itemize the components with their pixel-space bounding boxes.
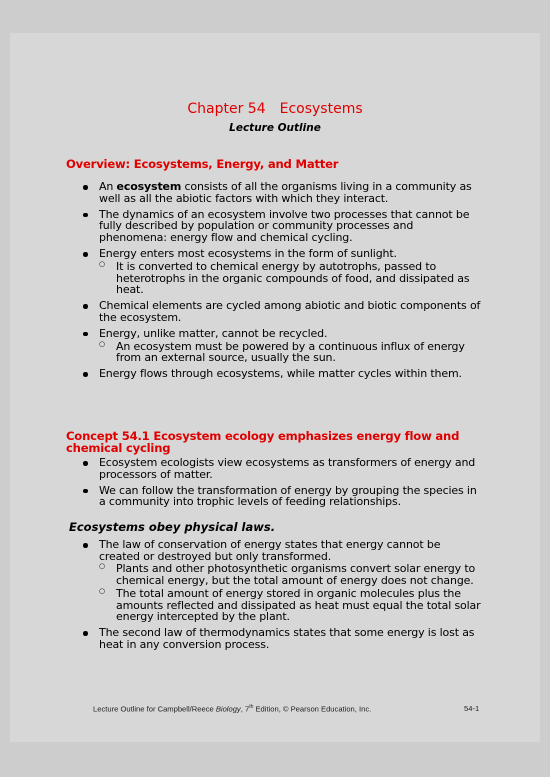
sub-list-item: ○ It is converted to chemical energy by autotrophs, passed to heterotrophs in the organic compounds of food, and dissipated as heat. [99, 261, 482, 296]
physical-laws-bullets [10, 539, 540, 655]
lecture-outline-subtitle: Lecture Outline [229, 122, 321, 134]
sub-list-item: ○ Plants and other photosynthetic organisms convert solar energy to chemical energy, but the total amount of energy does not change. [99, 563, 482, 586]
section-heading-concept-54-1: Concept 54.1 Ecosystem ecology emphasizes energy flow and chemical cycling [66, 429, 460, 455]
list-item: The dynamics of an ecosystem involve two processes that cannot be fully described by population or community processes and phenomena: energy flow and chemical cycling. [10, 209, 540, 244]
list-item: The law of conservation of energy states that energy cannot be created or destroyed but only transformed. ○ Plants and other photosynthetic organisms convert solar energy to chemical energy, but the total amount of energy does not change. ○ The total amount of energy stored in organic molecules plus the amounts reflected and dissipated as heat must equal the total solar energy intercepted by the plant. [10, 539, 540, 623]
sub-list-item: ○ An ecosystem must be powered by a continuous influx of energy from an external source, usually the sun. [99, 341, 482, 364]
overview-bullets [10, 181, 540, 384]
sub-list-item: ○ The total amount of energy stored in organic molecules plus the amounts reflected and dissipated as heat must equal the total solar energy intercepted by the plant. [99, 588, 482, 623]
chapter-name: Ecosystems [279, 101, 363, 117]
concept-bullets [10, 457, 540, 512]
list-item: Chemical elements are cycled among abiotic and biotic components of the ecosystem. [10, 300, 540, 323]
section-heading-overview: Overview: Ecosystems, Energy, and Matter [66, 157, 339, 171]
list-item: Energy, unlike matter, cannot be recycled. ○ An ecosystem must be powered by a continuous influx of energy from an external source, usually the sun. [10, 328, 540, 364]
list-item: Ecosystem ecologists view ecosystems as transformers of energy and processors of matter. [10, 457, 540, 480]
chapter-number: Chapter 54 [187, 101, 266, 117]
list-item: Energy flows through ecosystems, while matter cycles within them. [10, 368, 540, 380]
chapter-title [10, 101, 540, 117]
list-item: Energy enters most ecosystems in the form of sunlight. ○ It is converted to chemical energy by autotrophs, passed to heterotrophs in the organic compounds of food, and dissipated as heat. [10, 248, 540, 296]
page-number: 54-1 [464, 704, 480, 713]
list-item: An ecosystem consists of all the organisms living in a community as well as all the abiotic factors with which they interact. [10, 181, 540, 204]
document-page [10, 33, 540, 742]
subheading-physical-laws: Ecosystems obey physical laws. [69, 520, 276, 534]
list-item: We can follow the transformation of energy by grouping the species in a community into trophic levels of feeding relationships. [10, 485, 540, 508]
list-item: The second law of thermodynamics states that some energy is lost as heat in any conversion process. [10, 627, 540, 650]
key-term: ecosystem [116, 180, 182, 193]
page-footer: Lecture Outline for Campbell/Reece Biology, 7th Edition, © Pearson Education, Inc. [93, 704, 372, 714]
